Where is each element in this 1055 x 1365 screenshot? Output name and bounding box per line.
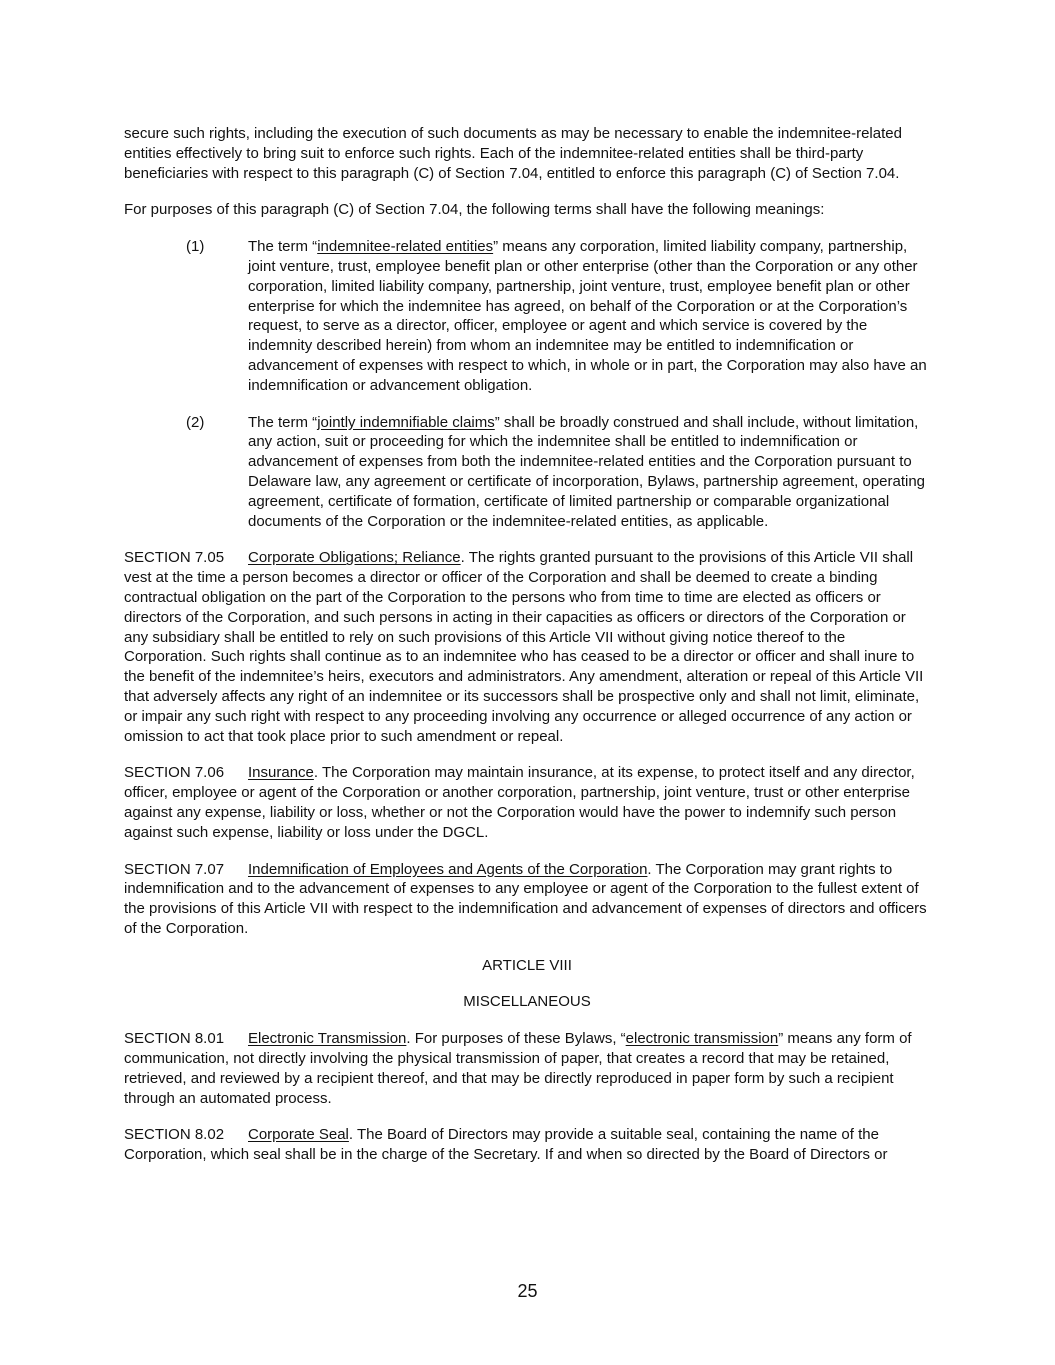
section-title: Indemnification of Employees and Agents of the Corporation (248, 860, 648, 878)
section-title: Insurance (248, 764, 314, 782)
section-number: SECTION 7.05 (124, 549, 225, 567)
definition-number: (2) (186, 413, 205, 431)
document-page (124, 124, 930, 1182)
section-number: SECTION 7.06 (124, 764, 225, 782)
definition-item-2 (124, 413, 930, 532)
definition-item-1 (124, 237, 930, 395)
section-title: Electronic Transmission (248, 1030, 407, 1048)
section-8-02 (124, 1125, 930, 1165)
section-7-05 (124, 548, 930, 746)
definition-body: ” means any corporation, limited liability company, partnership, joint venture, trust, employee benefit plan or other enterprise (other than the Corporation or any other corporation, limited liability company, partnership, joint venture, trust, employee benefit plan or other enterprise for which the indemnitee has agreed, on behalf of the Corporation or at the Corporation’s request, to serve as a director, officer, employee or agent and which service is covered by the indemnity described herein) from whom an indemnitee may be entitled to indemnification or advancement of expenses with respect to which, in whole or in part, the Corporation may also have an indemnification or advancement obligation. (248, 238, 927, 394)
definition-text (248, 237, 930, 395)
definition-pre: The term “ (248, 413, 318, 431)
page-number: 25 (517, 1281, 538, 1301)
section-title: Corporate Obligations; Reliance (248, 549, 461, 567)
defined-term: jointly indemnifiable claims (317, 413, 495, 431)
paragraph-definitions-lead: For purposes of this paragraph (C) of Section 7.04, the following terms shall have the following meanings: (124, 201, 825, 219)
section-title: Corporate Seal (248, 1126, 349, 1144)
section-body: ” means any form of communication, not directly involving the physical transmission of paper, that creates a record that may be retained, retrieved, and reviewed by a recipient thereof, and that may be directly reproduced in paper form by such a recipient through an automated process. (124, 1030, 912, 1107)
section-body: . The Board of Directors may provide a suitable seal, containing the name of the Corporation, which seal shall be in the charge of the Secretary. If and when so directed by the Board of Directors or (124, 1126, 888, 1164)
section-8-01 (124, 1029, 930, 1108)
definition-number: (1) (186, 238, 205, 256)
paragraph-intro: secure such rights, including the execution of such documents as may be necessary to enable the indemnitee-related entities effectively to bring suit to enforce such rights. Each of the indemnitee-related entities shall be third-party beneficiaries with respect to this paragraph (C) of Section 7.04, entitled to enforce this paragraph (C) of Section 7.04. (124, 125, 902, 182)
section-mid: . For purposes of these Bylaws, “ (406, 1030, 626, 1048)
definition-text (248, 413, 930, 532)
section-7-06 (124, 763, 930, 842)
section-number: SECTION 8.02 (124, 1126, 225, 1144)
article-subheading: MISCELLANEOUS (463, 993, 591, 1011)
section-body: . The Corporation may maintain insurance, at its expense, to protect itself and any director, officer, employee or agent of the Corporation or another corporation, partnership, joint venture, trust or other enterprise against any expense, liability or loss, whether or not the Corporation would have the power to indemnify such person against such expense, liability or loss under the DGCL. (124, 764, 915, 841)
section-number: SECTION 8.01 (124, 1030, 225, 1048)
defined-term: electronic transmission (625, 1030, 779, 1048)
section-7-07 (124, 860, 930, 939)
definition-body: ” shall be broadly construed and shall include, without limitation, any action, suit or proceeding for which the indemnitee shall be entitled to indemnification or advancement of expenses from both the indemnitee-related entities and the Corporation pursuant to Delaware law, any agreement or certificate of incorporation, Bylaws, partnership agreement, operating agreement, certificate of formation, certificate of limited partnership or comparable organizational documents of the Corporation or the indemnitee-related entities, as applicable. (248, 413, 926, 530)
definition-pre: The term “ (248, 238, 318, 256)
section-body: . The rights granted pursuant to the provisions of this Article VII shall vest at the time a person becomes a director or officer of the Corporation and shall be deemed to create a binding contractual obligation on the part of the Corporation to the persons who from time to time are elected as officers or directors of the Corporation, and such persons in acting in their capacities as officers or directors of the Corporation or any subsidiary shall be entitled to rely on such provisions of this Article VII without giving notice thereof to the Corporation. Such rights shall continue as to an indemnitee who has ceased to be a director or officer and shall inure to the benefit of the indemnitee’s heirs, executors and administrators. Any amendment, alteration or repeal of this Article VII that adversely affects any right of an indemnitee or its successors shall be prospective only and shall not limit, eliminate, or impair any such right with respect to any proceeding involving any occurrence or alleged occurrence of any action or omission to act that took place prior to such amendment or repeal. (124, 549, 924, 745)
defined-term: indemnitee-related entities (317, 238, 494, 256)
article-heading: ARTICLE VIII (482, 956, 572, 974)
section-number: SECTION 7.07 (124, 860, 225, 878)
section-body: . The Corporation may grant rights to indemnification and to the advancement of expenses to any employee or agent of the Corporation to the fullest extent of the provisions of this Article VII with respect to the indemnification and advancement of expenses of directors and officers of the Corporation. (124, 860, 927, 937)
